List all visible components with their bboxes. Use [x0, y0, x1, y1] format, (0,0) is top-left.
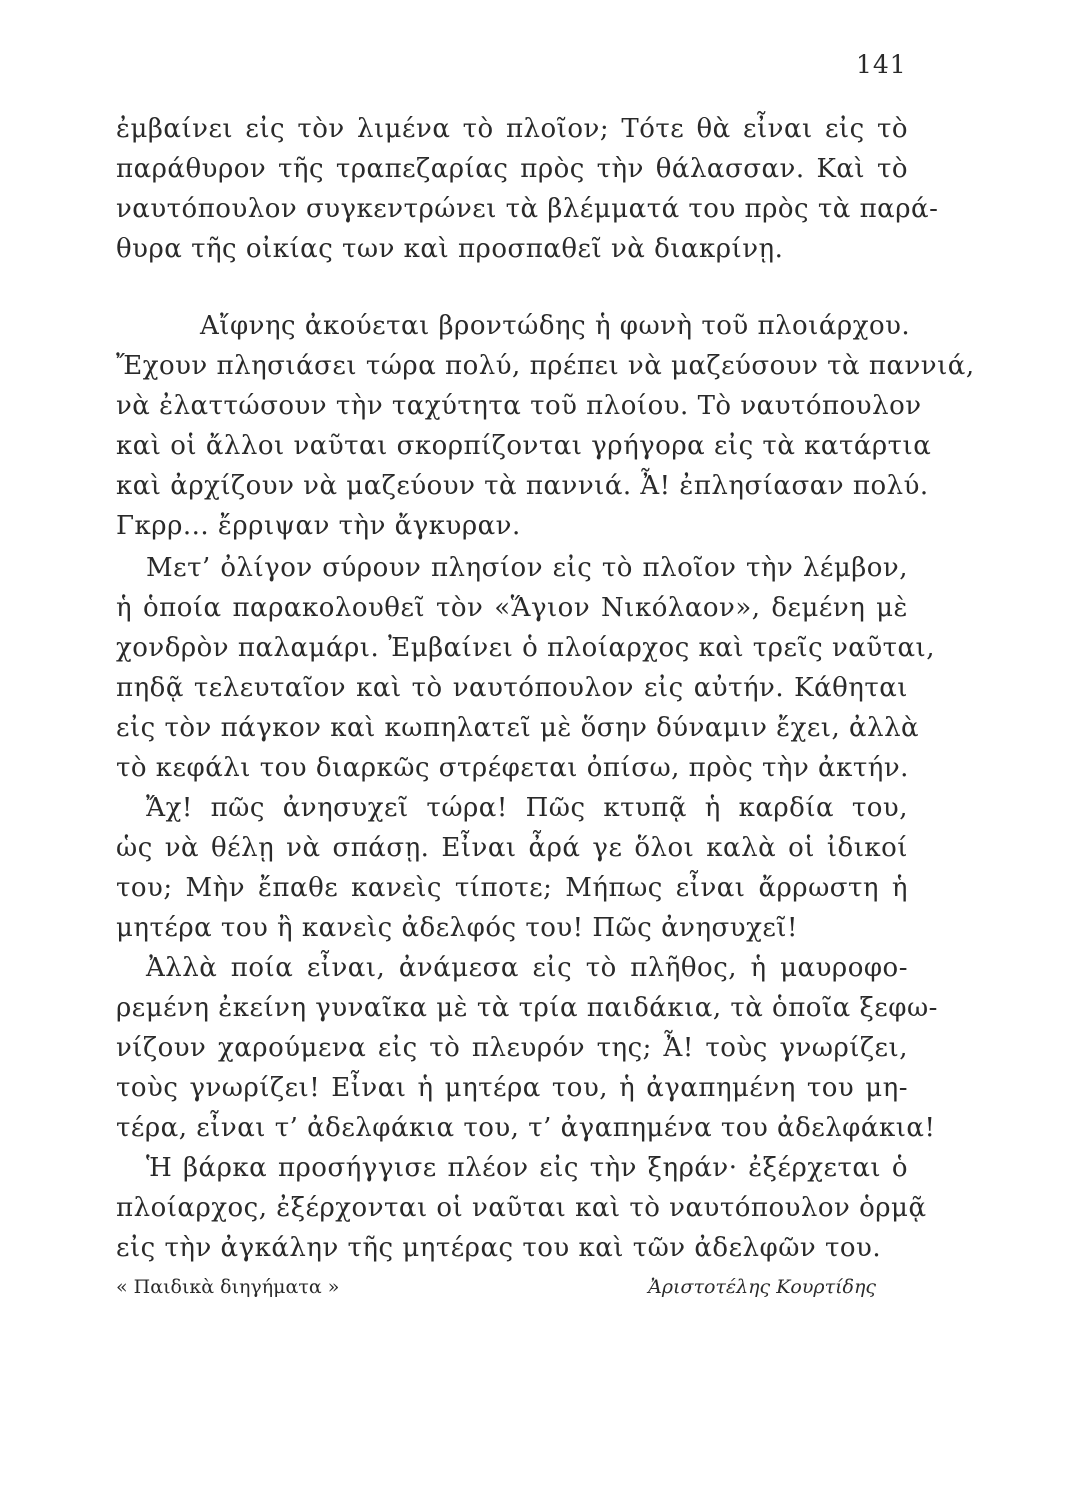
text-line: ναυτόπουλον συγκεντρώνει τὰ βλέμματά του πρὸς τὰ παρά- [116, 194, 939, 224]
text-line: ὡς νὰ θέλῃ νὰ σπάσῃ. Εἶναι ἆρά γε ὅλοι καλὰ οἱ ἰδικοί [116, 833, 908, 863]
text-line: καὶ ἀρχίζουν νὰ μαζεύουν τὰ παννιά. Ἆ! ἐπλησίασαν πολύ. [116, 471, 929, 501]
text-line: παράθυρον τῆς τραπεζαρίας πρὸς τὴν θάλασσαν. Καὶ τὸ [116, 154, 908, 184]
text-line: πλοίαρχος, ἐξέρχονται οἱ ναῦται καὶ τὸ ναυτόπουλον ὁρμᾷ [116, 1193, 927, 1223]
text-line: τὸ κεφάλι του διαρκῶς στρέφεται ὀπίσω, πρὸς τὴν ἀκτήν. [116, 753, 909, 783]
text-line: ἐμβαίνει εἰς τὸν λιμένα τὸ πλοῖον; Τότε θὰ εἶναι εἰς τὸ [116, 114, 908, 144]
text-line: χονδρὸν παλαμάρι. Ἐμβαίνει ὁ πλοίαρχος καὶ τρεῖς ναῦται, [116, 633, 936, 663]
text-line: καὶ οἱ ἄλλοι ναῦται σκορπίζονται γρήγορα εἰς τὰ κατάρτια [116, 431, 932, 461]
text-line: Ἡ βάρκα προσήγγισε πλέον εἰς τὴν ξηράν· ἐξέρχεται ὁ [146, 1153, 908, 1183]
text-line: τέρα, εἶναι τ’ ἀδελφάκια του, τ’ ἀγαπημένα του ἀδελφάκια! [116, 1113, 936, 1143]
text-line: Ἔχουν πλησιάσει τώρα πολύ, πρέπει νὰ μαζεύσουν τὰ παννιά, [116, 351, 975, 381]
text-line: εἰς τὴν ἀγκάλην τῆς μητέρας του καὶ τῶν ἀδελφῶν του. [116, 1233, 882, 1263]
text-line: ἡ ὁποία παρακολουθεῖ τὸν «Ἅγιον Νικόλαον», δεμένη μὲ [116, 593, 908, 623]
text-line: εἰς τὸν πάγκον καὶ κωπηλατεῖ μὲ ὅσην δύναμιν ἔχει, ἀλλὰ [116, 713, 920, 743]
text-line: πηδᾷ τελευταῖον καὶ τὸ ναυτόπουλον εἰς αὐτήν. Κάθηται [116, 673, 908, 703]
text-line: Μετ’ ὀλίγον σύρουν πλησίον εἰς τὸ πλοῖον τὴν λέμβον, [146, 553, 908, 583]
text-line: τοὺς γνωρίζει! Εἶναι ἡ μητέρα του, ἡ ἀγαπημένη του μη- [116, 1073, 908, 1103]
text-line: Ἄχ! πῶς ἀνησυχεῖ τώρα! Πῶς κτυπᾷ ἡ καρδία του, [146, 793, 908, 823]
text-line: νίζουν χαρούμενα εἰς τὸ πλευρόν της; Ἆ! τοὺς γνωρίζει, [116, 1033, 908, 1063]
text-line: Γκρρ... ἔρριψαν τὴν ἄγκυραν. [116, 511, 521, 541]
text-line: Αἴφνης ἀκούεται βροντώδης ἡ φωνὴ τοῦ πλοιάρχου. [200, 311, 911, 341]
text-line: Ἀλλὰ ποία εἶναι, ἀνάμεσα εἰς τὸ πλῆθος, ἡ μαυροφο- [146, 953, 908, 983]
source-title: « Παιδικὰ διηγήματα » [116, 1276, 340, 1298]
text-line: ρεμένη ἐκείνη γυναῖκα μὲ τὰ τρία παιδάκια, τὰ ὁποῖα ξεφω- [116, 993, 938, 1023]
attribution [116, 1276, 876, 1306]
page-number: 141 [856, 50, 907, 79]
text-line: του; Μὴν ἔπαθε κανεὶς τίποτε; Μήπως εἶναι ἄρρωστη ἡ [116, 873, 908, 903]
text-line: θυρα τῆς οἰκίας των καὶ προσπαθεῖ νὰ διακρίνῃ. [116, 234, 784, 264]
text-line: νὰ ἐλαττώσουν τὴν ταχύτητα τοῦ πλοίου. Τὸ ναυτόπουλον [116, 391, 922, 421]
author-name: Ἀριστοτέλης Κουρτίδης [648, 1276, 876, 1298]
text-line: μητέρα του ἢ κανεὶς ἀδελφός του! Πῶς ἀνησυχεῖ! [116, 913, 798, 943]
